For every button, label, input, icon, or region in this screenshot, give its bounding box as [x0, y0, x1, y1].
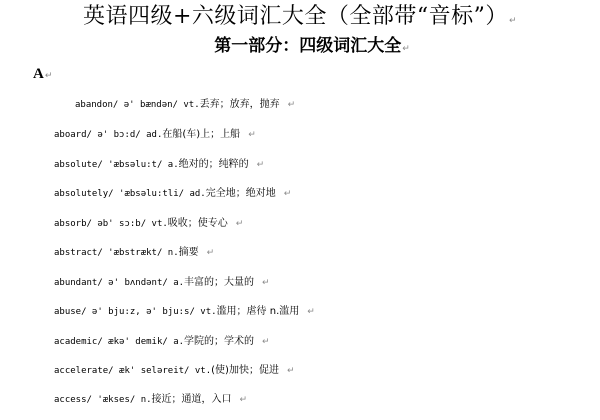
paragraph-mark-icon: ↵: [283, 189, 292, 199]
paragraph-mark-icon: ↵: [206, 248, 215, 258]
entry-word: academic/ ækə' demik/ a.: [54, 337, 185, 347]
vocab-entry: [54, 187, 291, 201]
entry-word: absolutely/ 'æbsəlu:tli/ ad.: [54, 189, 206, 199]
entry-word: abstract/ 'æbstrækt/ n.: [54, 248, 179, 258]
paragraph-mark-icon: ↵: [248, 130, 256, 140]
entry-definition: 学院的；学术的: [184, 336, 255, 347]
entry-definition: (使)加快；促进: [211, 365, 279, 376]
entry-definition: 吸收；使专心: [167, 218, 228, 229]
entry-definition: 滥用；虐待 n.滥用: [216, 306, 300, 317]
vocab-entry: [75, 98, 295, 112]
section-heading: [0, 33, 600, 62]
document-title-text: 英语四级+六级词汇大全（全部带“音标”）: [83, 4, 508, 29]
entry-word: accelerate/ æk' seləreit/ vt.: [54, 366, 212, 376]
entry-definition: 绝对的；纯粹的: [178, 159, 249, 170]
vocab-entry: [54, 246, 214, 260]
paragraph-mark-icon: ↵: [239, 395, 248, 405]
entry-definition: 接近；通道，入口: [151, 394, 232, 405]
vocab-entry: [54, 335, 270, 349]
entry-word: absorb/ əb' sɔ:b/ vt.: [54, 219, 168, 229]
paragraph-mark-icon: ↵: [44, 71, 53, 81]
paragraph-mark-icon: ↵: [307, 307, 315, 317]
vocab-entry: [54, 128, 256, 142]
vocab-entry: [54, 364, 295, 378]
section-heading-text: 第一部分：四级词汇大全: [214, 36, 402, 56]
vocab-entry: [54, 217, 243, 231]
section-letter: [33, 64, 52, 86]
paragraph-mark-icon: ↵: [235, 219, 244, 229]
entry-word: absolute/ 'æbsəlu:t/ a.: [54, 160, 179, 170]
vocab-entry: [54, 305, 315, 319]
paragraph-mark-icon: ↵: [508, 16, 517, 26]
entry-word: access/ 'ækses/ n.: [54, 395, 152, 405]
vocab-entry: [54, 393, 247, 407]
entry-definition: 丢弃；放弃，抛弃: [199, 99, 280, 110]
entry-definition: 在船(车)上；上船: [162, 129, 241, 140]
entry-definition: 丰富的；大量的: [184, 277, 255, 288]
paragraph-mark-icon: ↵: [287, 100, 296, 110]
paragraph-mark-icon: ↵: [256, 160, 265, 170]
entry-definition: 完全地；绝对地: [205, 188, 276, 199]
paragraph-mark-icon: ↵: [402, 44, 410, 54]
entry-definition: 摘要: [178, 247, 199, 258]
entry-word: abuse/ ə' bju:z, ə' bju:s/ vt.: [54, 307, 217, 317]
entry-word: abundant/ ə' bʌndənt/ a.: [54, 278, 185, 288]
vocab-entry: [54, 158, 264, 172]
entry-word: abandon/ ə' bændən/ vt.: [75, 100, 200, 110]
entry-word: aboard/ ə' bɔ:d/ ad.: [54, 130, 163, 140]
paragraph-mark-icon: ↵: [262, 337, 270, 347]
document-title: [0, 2, 600, 36]
paragraph-mark-icon: ↵: [286, 366, 295, 376]
vocab-entry: [54, 276, 270, 290]
section-letter-text: A: [33, 66, 44, 82]
paragraph-mark-icon: ↵: [262, 278, 270, 288]
